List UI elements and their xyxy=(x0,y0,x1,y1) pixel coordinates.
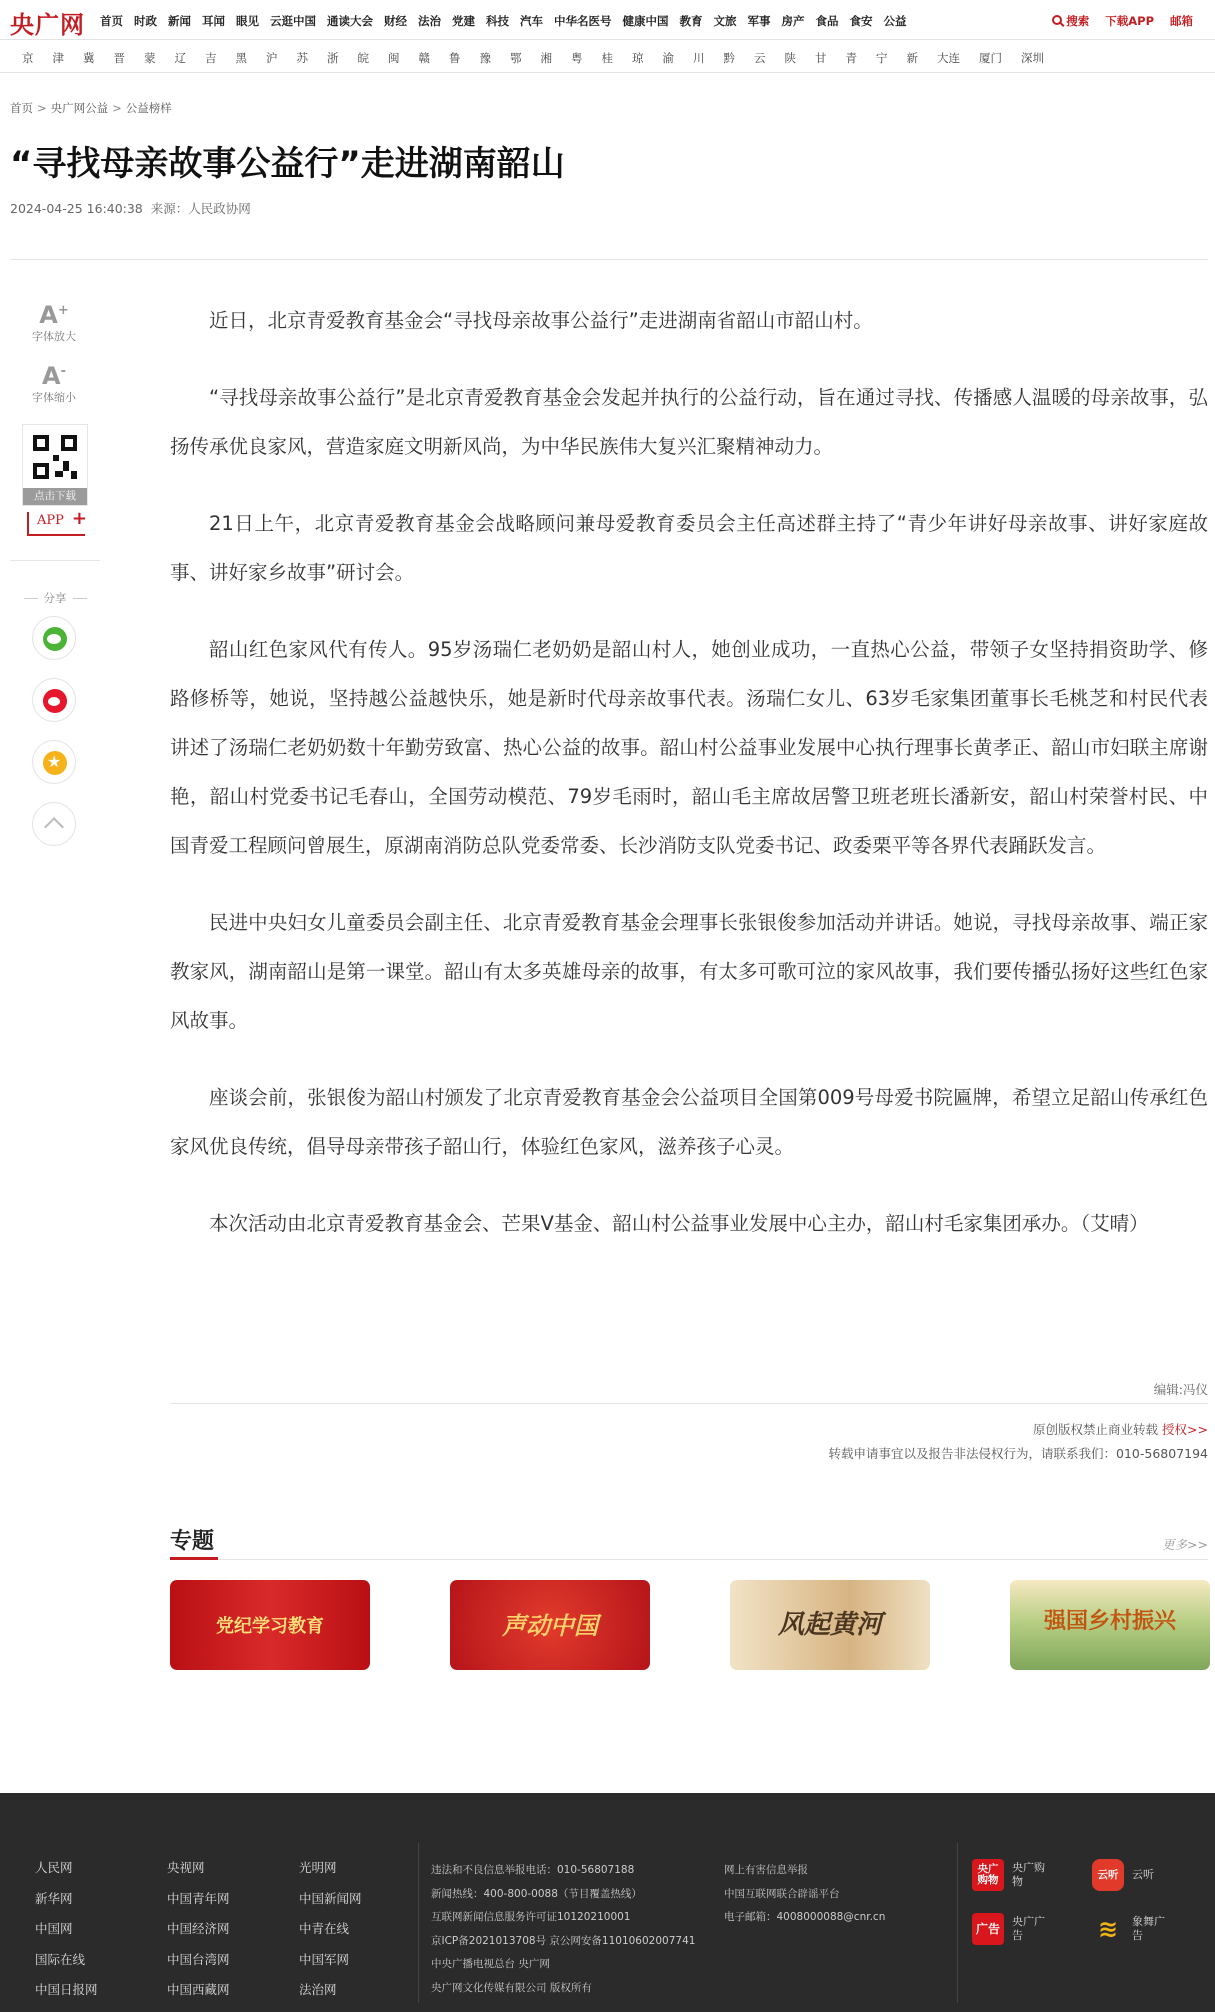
article-source: 来源：人民政协网 xyxy=(150,201,251,216)
topic-tile[interactable] xyxy=(450,1580,650,1670)
footer-info-line[interactable]: 网上有害信息举报 xyxy=(724,1864,808,1876)
footer-link[interactable]: 央视网 xyxy=(167,1860,205,1875)
footer-app-xiangwu[interactable] xyxy=(1092,1913,1168,1945)
weibo-icon xyxy=(43,689,67,713)
nav-item[interactable]: 法治 xyxy=(418,14,441,28)
nav-item[interactable]: 科技 xyxy=(486,14,509,28)
footer-link[interactable]: 中国经济网 xyxy=(167,1921,230,1936)
font-decrease-glyph: A xyxy=(42,362,61,390)
ads-icon: 广告 xyxy=(972,1913,1004,1945)
share-wechat-button[interactable] xyxy=(32,616,76,660)
footer-app-cnr-shopping[interactable] xyxy=(972,1859,1048,1891)
region-item[interactable]: 京 xyxy=(22,51,34,65)
topic-tile-label: 风起黄河 xyxy=(777,1610,882,1640)
region-item[interactable]: 晋 xyxy=(113,51,125,65)
font-increase-button[interactable] xyxy=(28,298,80,344)
article-paragraph: 21日上午，北京青爱教育基金会战略顾问兼母爱教育委员会主任高述群主持了“青少年讲好母亲故事、讲好家庭故事、讲好家乡故事”研讨会。 xyxy=(170,512,1208,584)
region-item[interactable]: 鲁 xyxy=(449,51,461,65)
qr-caption: 点击下载 xyxy=(23,488,87,505)
topic-tile[interactable] xyxy=(730,1580,930,1670)
region-item[interactable]: 苏 xyxy=(296,51,308,65)
footer-info-line: 央广网文化传媒有限公司 版权所有 xyxy=(431,1981,592,1994)
breadcrumb-separator: > xyxy=(112,101,122,115)
topic-tile-label: 党纪学习教育 xyxy=(216,1616,324,1637)
footer-link[interactable]: 中国军网 xyxy=(299,1951,350,1967)
topic-tile-label: 声动中国 xyxy=(502,1611,598,1640)
nav-item[interactable]: 公益 xyxy=(883,14,907,28)
region-item[interactable]: 粤 xyxy=(571,51,583,65)
nav-item[interactable]: 党建 xyxy=(452,14,475,28)
footer-link[interactable]: 中青在线 xyxy=(299,1921,350,1936)
search-button[interactable] xyxy=(1052,13,1089,29)
topic-tile[interactable] xyxy=(170,1580,370,1670)
font-decrease-mark: - xyxy=(60,364,66,379)
article-body xyxy=(170,296,1208,1276)
nav-item[interactable]: 财经 xyxy=(384,14,407,28)
nav-item[interactable]: 时政 xyxy=(134,14,157,28)
copyright-notice xyxy=(829,1418,1209,1466)
region-item[interactable]: 云 xyxy=(754,51,766,65)
cnr-shopping-icon: 央广 购物 xyxy=(972,1859,1004,1891)
nav-item[interactable]: 军事 xyxy=(747,14,771,28)
footer-app-name: 云听 xyxy=(1132,1868,1154,1881)
back-to-top-button[interactable] xyxy=(32,802,76,846)
mail-link[interactable]: 邮箱 xyxy=(1170,14,1193,28)
breadcrumb-separator: > xyxy=(37,101,47,115)
footer-link[interactable]: 中国网 xyxy=(35,1921,73,1936)
footer-info xyxy=(431,1859,695,2000)
topics-more-link[interactable]: 更多>> xyxy=(1162,1537,1208,1552)
footer-app-yunting[interactable] xyxy=(1092,1859,1168,1891)
footer-app-name: 央广广告 xyxy=(1012,1915,1045,1942)
footer-link[interactable]: 新华网 xyxy=(35,1890,73,1906)
share-weibo-button[interactable] xyxy=(32,678,76,722)
share-label: 分享 xyxy=(10,590,100,606)
topics-divider xyxy=(170,1559,1208,1560)
article-paragraph: 民进中央妇女儿童委员会副主任、北京青爱教育基金会理事长张银俊参加活动并讲话。她说，寻找母亲故事、端正家教家风，湖南韶山是第一课堂。韶山有太多英雄母亲的故事，有太多可歌可泣的家风故事，我们要传播弘扬好这些红色家风故事。 xyxy=(170,911,1208,1032)
region-item[interactable]: 甘 xyxy=(815,51,827,65)
region-list xyxy=(22,50,1063,66)
font-increase-icon xyxy=(28,298,80,328)
font-decrease-button[interactable] xyxy=(28,359,80,405)
region-item[interactable]: 吉 xyxy=(205,51,217,65)
region-item[interactable]: 陕 xyxy=(784,51,796,65)
footer-link[interactable]: 国际在线 xyxy=(35,1951,86,1967)
editor-credit: 编辑:冯仪 xyxy=(1153,1382,1208,1397)
footer-link[interactable]: 中国西藏网 xyxy=(167,1982,230,1997)
nav-item[interactable]: 眼见 xyxy=(236,14,259,28)
topics-heading: 专题 xyxy=(170,1529,215,1554)
top-right-actions xyxy=(1036,13,1193,29)
region-item[interactable]: 闽 xyxy=(388,51,400,65)
nav-item[interactable]: 耳闻 xyxy=(202,14,225,28)
footer-links-col3 xyxy=(299,1853,362,2006)
breadcrumb-home[interactable]: 首页 xyxy=(10,101,33,115)
copyright-contact: 转载申请事宜以及报告非法侵权行为，请联系我们：010-56807194 xyxy=(828,1446,1208,1461)
footer-report-info xyxy=(724,1859,885,1930)
font-decrease-icon xyxy=(28,359,80,389)
nav-item[interactable]: 健康中国 xyxy=(622,14,669,28)
region-item[interactable]: 桂 xyxy=(601,51,613,65)
topic-tile-label: 强国乡村振兴 xyxy=(1043,1608,1176,1634)
font-increase-label: 字体放大 xyxy=(32,330,76,343)
nav-item[interactable]: 文旅 xyxy=(713,14,737,28)
region-item[interactable]: 新 xyxy=(906,51,918,65)
topics-accent-bar xyxy=(170,1557,218,1560)
footer-info-line: 违法和不良信息举报电话：010-56807188 xyxy=(431,1864,635,1876)
article-paragraph: 韶山红色家风代有传人。95岁汤瑞仁老奶奶是韶山村人，她创业成功，一直热心公益，带领子女坚持捐资助学、修路修桥等，她说，坚持越公益越快乐，她是新时代母亲故事代表。汤瑞仁女儿、63岁毛家集团董事长毛桃芝和村民代表讲述了汤瑞仁老奶奶数十年勤劳致富、热心公益的故事。韶山村公益事业发展中心执行理事长黄孝正、韶山市妇联主席谢艳，韶山村党委书记毛春山，全国劳动模范、79岁毛雨时，韶山毛主席故居警卫班老班长潘新安，韶山村荣誉村民、中国青爱工程顾问曾展生，原湖南消防总队党委常委、长沙消防支队党委书记、政委栗平等各界代表踊跃发言。 xyxy=(170,638,1208,857)
article-paragraph: 本次活动由北京青爱教育基金会、芒果V基金、韶山村公益事业发展中心主办，韶山村毛家集团承办。（艾晴） xyxy=(209,1212,1149,1235)
search-label: 搜索 xyxy=(1066,14,1090,28)
footer-info-line: 互联网新闻信息服务许可证10120210001 xyxy=(431,1911,631,1923)
nav-item[interactable]: 房产 xyxy=(781,14,805,28)
footer-divider xyxy=(418,1843,419,2003)
region-item[interactable]: 大连 xyxy=(937,51,960,65)
main-nav xyxy=(100,13,918,29)
footer-app-cnr-ads[interactable] xyxy=(972,1913,1048,1945)
region-item[interactable]: 青 xyxy=(845,51,857,65)
chevron-up-icon xyxy=(44,817,64,837)
top-nav-bar xyxy=(0,0,1215,40)
font-increase-glyph: A xyxy=(39,301,58,329)
editor-divider xyxy=(170,1403,1208,1404)
region-nav-bar xyxy=(0,41,1215,73)
region-item[interactable]: 宁 xyxy=(876,51,888,65)
region-item[interactable]: 豫 xyxy=(479,51,491,65)
footer-app-name: 央广购物 xyxy=(1012,1861,1045,1888)
plus-icon: + xyxy=(71,508,87,529)
nav-item[interactable]: 中华名医号 xyxy=(554,14,612,28)
font-increase-mark: + xyxy=(57,303,69,318)
article-title: “寻找母亲故事公益行”走进湖南韶山 xyxy=(10,144,565,184)
footer-link[interactable]: 中国日报网 xyxy=(35,1982,98,1997)
region-item[interactable]: 鄂 xyxy=(510,51,522,65)
footer-link[interactable]: 中国新闻网 xyxy=(299,1890,362,1906)
authorize-link[interactable]: 授权>> xyxy=(1162,1422,1208,1437)
search-icon xyxy=(1052,15,1062,25)
article-paragraph: “寻找母亲故事公益行”是北京青爱教育基金会发起并执行的公益行动，旨在通过寻找、传播感人温暖的母亲故事，弘扬传承优良家风，营造家庭文明新风尚，为中华民族伟大复兴汇聚精神动力。 xyxy=(170,386,1208,458)
region-item[interactable]: 黔 xyxy=(723,51,735,65)
site-footer xyxy=(0,1793,1215,2012)
region-item[interactable]: 赣 xyxy=(418,51,430,65)
footer-links-col2 xyxy=(167,1853,230,2006)
footer-link[interactable]: 光明网 xyxy=(299,1860,337,1875)
wechat-icon xyxy=(43,627,67,651)
nav-item[interactable]: 云逛中国 xyxy=(270,14,316,28)
breadcrumb-channel[interactable]: 央广网公益 xyxy=(50,101,109,115)
footer-link[interactable]: 中国青年网 xyxy=(167,1890,230,1906)
region-item[interactable]: 津 xyxy=(52,51,64,65)
app-badge-label: APP xyxy=(37,513,64,528)
topic-tile[interactable] xyxy=(1010,1580,1210,1670)
region-item[interactable]: 浙 xyxy=(327,51,339,65)
footer-info-line: 中央广播电视总台 央广网 xyxy=(431,1958,550,1970)
nav-item[interactable]: 食安 xyxy=(849,14,873,28)
region-item[interactable]: 冀 xyxy=(83,51,95,65)
publish-date: 2024-04-25 16:40:38 xyxy=(10,201,143,216)
footer-link[interactable]: 中国台湾网 xyxy=(167,1951,230,1967)
xiangwu-icon: ≋ xyxy=(1097,1914,1119,1943)
footer-app-name: 象舞广告 xyxy=(1132,1915,1165,1942)
qr-code-icon xyxy=(33,435,77,479)
tools-divider xyxy=(10,560,100,561)
footer-info-line: 京ICP备2021013708号 京公网安备11010602007741 xyxy=(431,1934,696,1947)
article-paragraph: 座谈会前，张银俊为韶山村颁发了北京青爱教育基金会公益项目全国第009号母爱书院匾牌，希望立足韶山传承红色家风优良传统，倡导母亲带孩子韶山行，体验红色家风，滋养孩子心灵。 xyxy=(170,1086,1208,1158)
footer-divider xyxy=(957,1843,958,2003)
app-download-badge[interactable] xyxy=(27,508,87,536)
region-item[interactable]: 湘 xyxy=(540,51,552,65)
header-divider xyxy=(10,259,1208,260)
share-favorite-button[interactable] xyxy=(32,740,76,784)
region-item[interactable]: 黑 xyxy=(235,51,247,65)
download-app-link[interactable]: 下载APP xyxy=(1105,14,1154,28)
region-item[interactable]: 辽 xyxy=(174,51,186,65)
yunting-icon: 云听 xyxy=(1092,1859,1124,1891)
nav-item[interactable]: 汽车 xyxy=(520,14,543,28)
region-item[interactable]: 渝 xyxy=(662,51,674,65)
article-meta xyxy=(10,199,251,217)
article-paragraph: 近日，北京青爱教育基金会“寻找母亲故事公益行”走进湖南省韶山市韶山村。 xyxy=(209,309,873,332)
breadcrumb xyxy=(10,100,172,116)
nav-item[interactable]: 教育 xyxy=(679,14,703,28)
region-item[interactable]: 深圳 xyxy=(1021,51,1044,65)
footer-link[interactable]: 法治网 xyxy=(299,1982,337,1997)
nav-item[interactable]: 新闻 xyxy=(168,14,191,28)
copyright-text: 原创版权禁止商业转载 xyxy=(1033,1422,1159,1437)
qr-download[interactable] xyxy=(22,424,88,506)
font-decrease-label: 字体缩小 xyxy=(32,391,76,404)
region-item[interactable]: 皖 xyxy=(357,51,369,65)
nav-item[interactable]: 首页 xyxy=(100,14,123,28)
nav-item[interactable]: 通读大会 xyxy=(327,14,373,28)
footer-links-col1 xyxy=(35,1853,98,2006)
footer-info-line[interactable]: 电子邮箱：4008000088@cnr.cn xyxy=(724,1911,886,1923)
site-logo[interactable]: 央广网 xyxy=(10,10,85,39)
breadcrumb-section[interactable]: 公益榜样 xyxy=(125,101,172,115)
footer-info-line: 新闻热线：400-800-0088（节目覆盖热线） xyxy=(431,1887,642,1900)
region-item[interactable]: 厦门 xyxy=(979,51,1002,65)
region-item[interactable]: 琼 xyxy=(632,51,644,65)
star-icon xyxy=(43,751,67,775)
region-item[interactable]: 川 xyxy=(693,51,705,65)
nav-item[interactable]: 食品 xyxy=(815,14,839,28)
region-item[interactable]: 蒙 xyxy=(144,51,156,65)
footer-info-line[interactable]: 中国互联网联合辟谣平台 xyxy=(724,1887,840,1900)
region-item[interactable]: 沪 xyxy=(266,51,278,65)
footer-link[interactable]: 人民网 xyxy=(35,1860,73,1875)
